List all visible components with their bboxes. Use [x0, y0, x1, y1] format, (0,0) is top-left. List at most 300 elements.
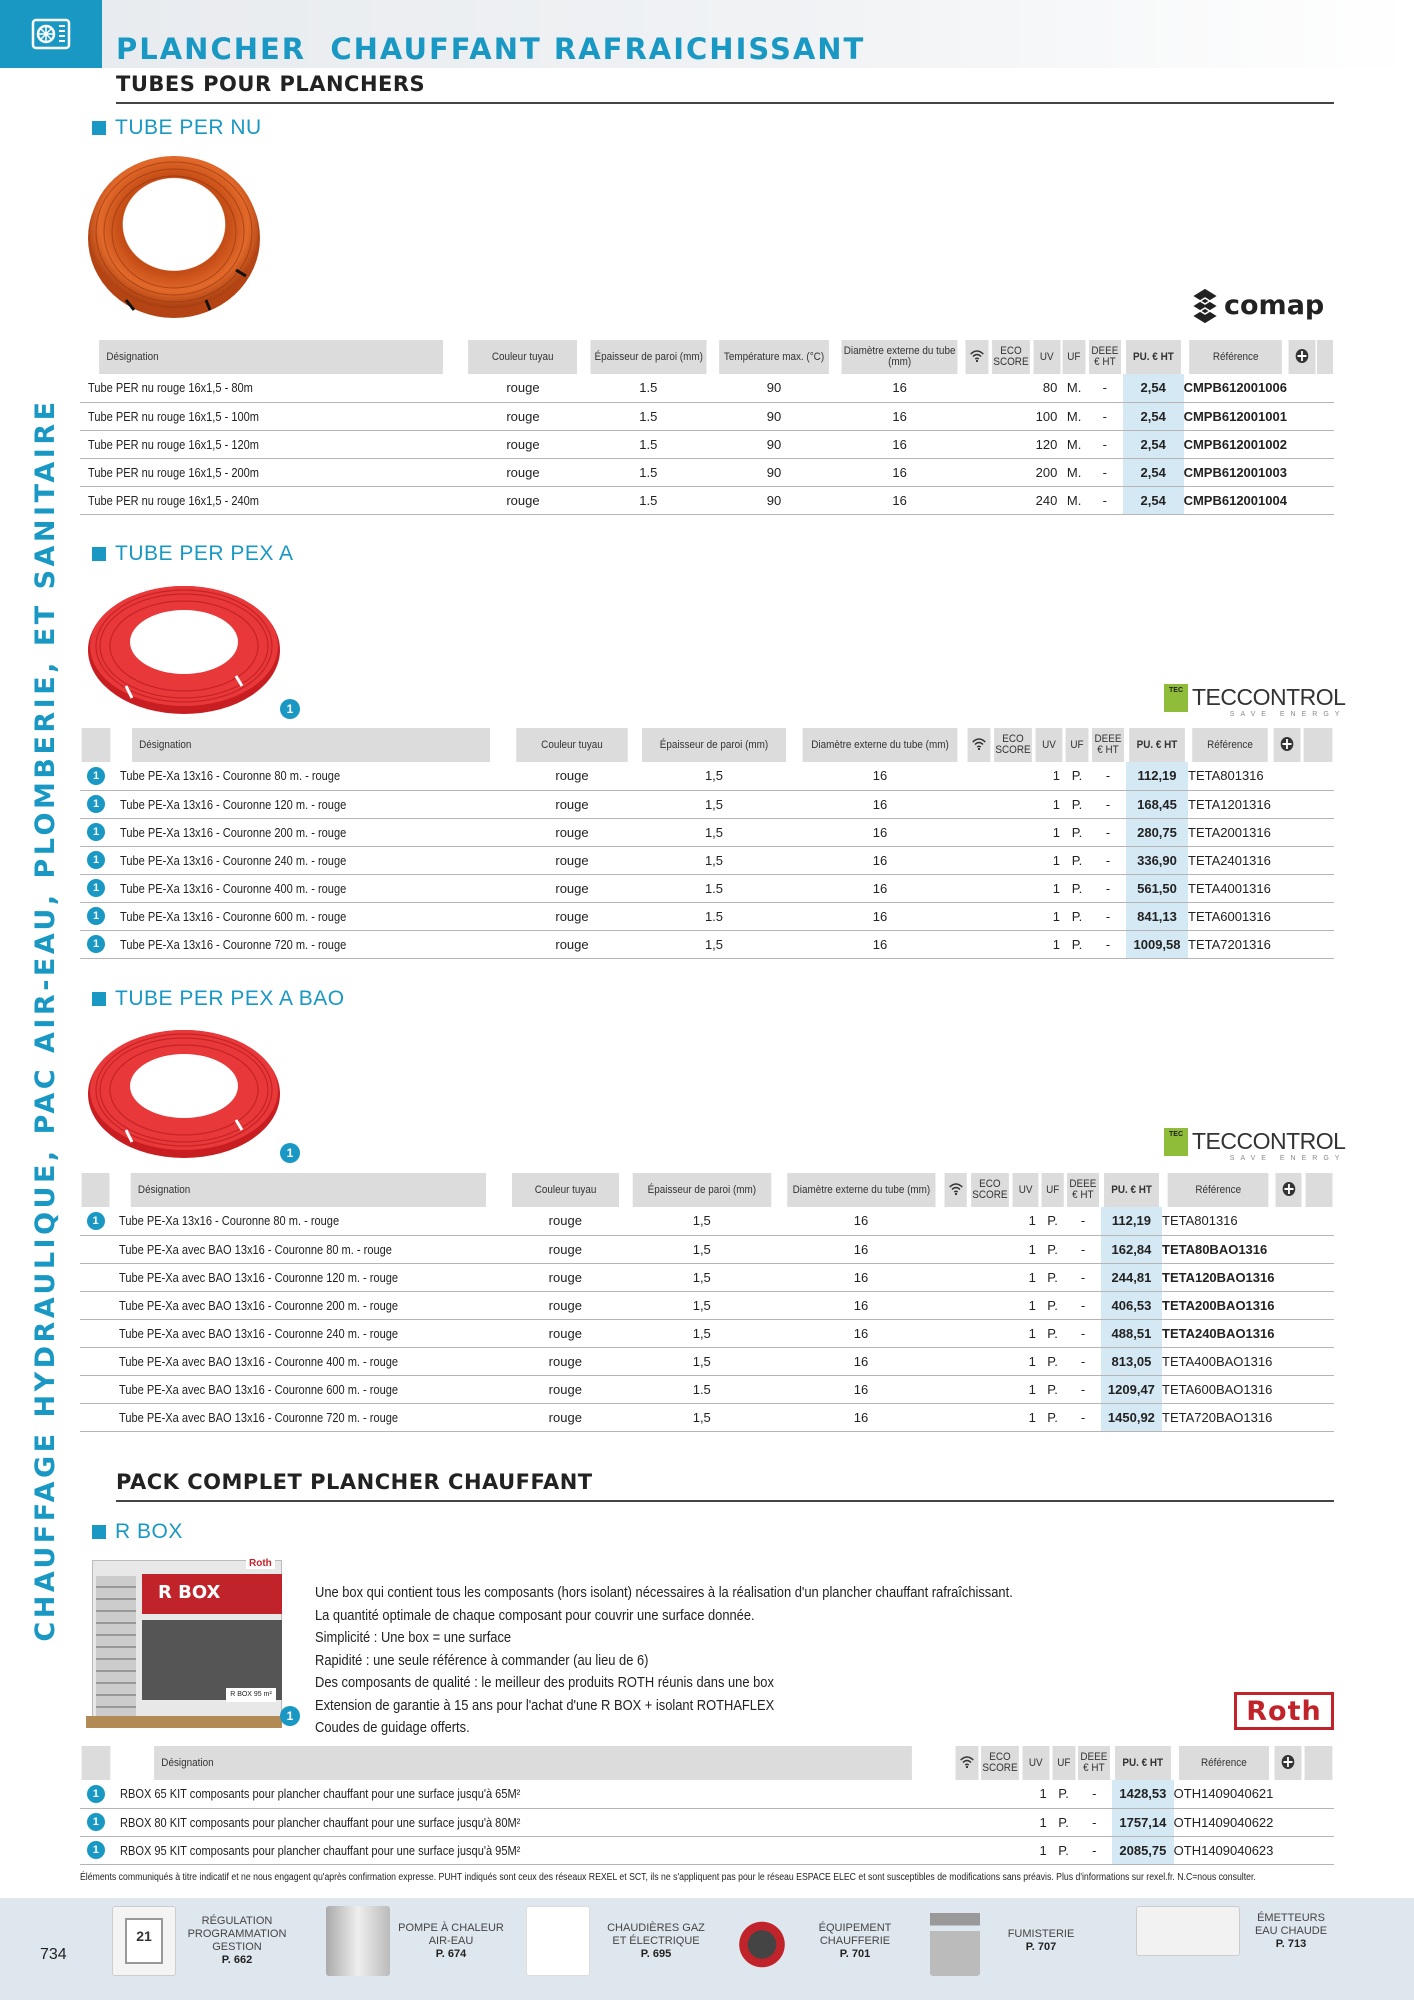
- table-row[interactable]: [80, 1403, 1334, 1431]
- rbox-product-image: [86, 1556, 282, 1728]
- table-row[interactable]: [80, 902, 1334, 930]
- description-line: Extension de garantie à 15 ans pour l'achat d'une R BOX + isolant ROTHAFLEX: [315, 1696, 775, 1714]
- row-price: 168,45: [1126, 790, 1188, 818]
- info-badge-icon[interactable]: 1: [87, 823, 105, 841]
- row-deee: -: [1087, 486, 1123, 514]
- row-designation: Tube PE-Xa avec BAO 13x16 - Couronne 80 m. - rouge: [119, 1241, 393, 1257]
- col-eco-score: ECO SCORE: [981, 1746, 1019, 1780]
- footer-link-chimney[interactable]: [930, 1906, 1096, 1976]
- row-designation: RBOX 80 KIT composants pour plancher chauffant pour une surface jusqu'à 80M²: [119, 1814, 520, 1830]
- row-price: 2085,75: [1112, 1836, 1174, 1864]
- chimney-cap-icon: [930, 1906, 980, 1976]
- row-thickness: 1.5: [584, 486, 713, 514]
- row-color: rouge: [506, 1263, 625, 1291]
- col-reference: Référence: [1179, 1746, 1269, 1780]
- col-uv: UV: [1033, 340, 1060, 374]
- product-table: [80, 1173, 1334, 1432]
- row-diameter: 16: [779, 1207, 944, 1235]
- row-uv: 100: [990, 402, 1061, 430]
- row-price: 1428,53: [1112, 1780, 1174, 1808]
- heat-pump-icon: [31, 17, 71, 51]
- col-reference: Référence: [1192, 728, 1268, 762]
- col-deee: DEEE € HT: [1092, 728, 1124, 762]
- col-eco-score: ECO SCORE: [992, 340, 1030, 374]
- side-category-title: CHAUFFAGE HYDRAULIQUE, PAC AIR-EAU, PLOMBERIE, ET SANITAIRE: [29, 398, 61, 1642]
- info-badge-icon[interactable]: 1: [87, 935, 105, 953]
- row-diameter: 16: [779, 1319, 944, 1347]
- info-badge-icon[interactable]: 1: [87, 1212, 105, 1230]
- row-deee: -: [1090, 930, 1126, 958]
- col-uf: UF: [1052, 1746, 1075, 1780]
- row-reference[interactable]: OTH1409040623: [1174, 1836, 1274, 1864]
- description-line: Coudes de guidage offerts.: [315, 1719, 470, 1736]
- row-thickness: 1,5: [625, 1347, 779, 1375]
- wifi-icon: [955, 1746, 978, 1780]
- row-reference[interactable]: TETA600BAO1316: [1162, 1375, 1274, 1403]
- row-diameter: 16: [779, 1347, 944, 1375]
- col-designation: Désignation: [132, 728, 490, 762]
- description-line: Une box qui contient tous les composants (hors isolant) nécessaires à la réalisation d'un plancher chauffant rafraîchissant.: [315, 1584, 1013, 1601]
- row-diameter: 16: [794, 874, 966, 902]
- row-price: 280,75: [1126, 818, 1188, 846]
- subsection-title: [92, 1520, 183, 1544]
- thermostat-display: 21: [125, 1918, 163, 1964]
- row-designation: Tube PE-Xa 13x16 - Couronne 720 m. - rouge: [120, 936, 347, 952]
- row-uf: P.: [1040, 1347, 1065, 1375]
- row-price: 2,54: [1123, 374, 1184, 402]
- row-price: 1009,58: [1126, 930, 1188, 958]
- teccontrol-badge: TEC: [1164, 1128, 1188, 1156]
- table-row[interactable]: [80, 374, 1334, 402]
- table-row[interactable]: [80, 818, 1334, 846]
- row-price: 841,13: [1126, 902, 1188, 930]
- section-title: PACK COMPLET PLANCHER CHAUFFANT: [116, 1470, 1334, 1502]
- row-reference[interactable]: TETA801316: [1188, 762, 1272, 790]
- row-deee: -: [1087, 430, 1123, 458]
- row-thickness: 1,5: [625, 1291, 779, 1319]
- comap-logo-icon: [1190, 286, 1220, 324]
- row-diameter: 16: [794, 762, 966, 790]
- row-reference[interactable]: TETA6001316: [1188, 902, 1272, 930]
- square-bullet-icon: [92, 1525, 106, 1539]
- description-line: Rapidité : une seule référence à commander (au lieu de 6): [315, 1651, 649, 1669]
- row-thickness: 1.5: [634, 902, 794, 930]
- row-uv: 1: [969, 1319, 1040, 1347]
- row-uv: 1: [979, 1780, 1050, 1808]
- row-price: 488,51: [1101, 1319, 1162, 1347]
- radiator-icon: [1136, 1906, 1240, 1956]
- row-designation: Tube PER nu rouge 16x1,5 - 200m: [88, 464, 259, 480]
- footer-link-label: POMPE À CHALEUR AIR-EAU P. 674: [398, 1921, 504, 1960]
- product-table: [80, 728, 1334, 959]
- row-thickness: 1.5: [584, 430, 713, 458]
- row-deee: -: [1065, 1291, 1101, 1319]
- row-deee: -: [1065, 1403, 1101, 1431]
- row-uf: M.: [1061, 374, 1087, 402]
- row-uv: 1: [992, 846, 1064, 874]
- footer-link-heat-pump[interactable]: [326, 1906, 506, 1976]
- comap-logo-text: comap: [1224, 289, 1325, 321]
- row-color: rouge: [462, 430, 583, 458]
- row-reference[interactable]: TETA240BAO1316: [1162, 1319, 1274, 1347]
- row-reference[interactable]: TETA80BAO1316: [1162, 1235, 1274, 1263]
- row-price: 2,54: [1123, 458, 1184, 486]
- teccontrol-logo: [1164, 684, 1345, 718]
- row-designation: RBOX 95 KIT composants pour plancher chauffant pour une surface jusqu'à 95M²: [119, 1842, 520, 1858]
- cart-icon: [1275, 1746, 1302, 1780]
- row-color: rouge: [510, 874, 634, 902]
- row-uv: 200: [990, 458, 1061, 486]
- table-row[interactable]: [80, 486, 1334, 514]
- row-deee: -: [1087, 374, 1123, 402]
- row-uv: 1: [969, 1347, 1040, 1375]
- table-row[interactable]: [80, 762, 1334, 790]
- footer-link-label: ÉQUIPEMENT CHAUFFERIE P. 701: [818, 1921, 892, 1960]
- wifi-icon: [965, 340, 988, 374]
- page-title: PLANCHER CHAUFFANT RAFRAICHISSANT: [116, 32, 866, 66]
- row-diameter: 16: [835, 458, 964, 486]
- row-uv: 1: [992, 762, 1064, 790]
- row-reference[interactable]: TETA4001316: [1188, 874, 1272, 902]
- row-price: 112,19: [1126, 762, 1188, 790]
- footer-link-equipment[interactable]: [730, 1906, 910, 1976]
- col-diameter: Diamètre externe du tube (mm): [841, 340, 957, 374]
- rbox-label: R BOX: [142, 1574, 282, 1614]
- row-deee: -: [1090, 874, 1126, 902]
- row-uf: M.: [1061, 430, 1087, 458]
- table-row[interactable]: [80, 1808, 1334, 1836]
- col-price: PU. € HT: [1115, 1746, 1170, 1780]
- row-diameter: 16: [779, 1291, 944, 1319]
- product-table: [80, 340, 1334, 515]
- table-row[interactable]: [80, 430, 1334, 458]
- info-badge-icon[interactable]: 1: [87, 907, 105, 925]
- col-designation: Désignation: [131, 1173, 486, 1207]
- row-designation: Tube PE-Xa avec BAO 13x16 - Couronne 200 m. - rouge: [119, 1297, 399, 1313]
- row-price: 1757,14: [1112, 1808, 1174, 1836]
- row-deee: -: [1076, 1836, 1112, 1864]
- row-designation: Tube PER nu rouge 16x1,5 - 240m: [88, 492, 259, 508]
- subsection-label: TUBE PER PEX A BAO: [115, 987, 345, 1010]
- row-color: rouge: [510, 902, 634, 930]
- row-price: 561,50: [1126, 874, 1188, 902]
- square-bullet-icon: [92, 547, 106, 561]
- col-reference: Référence: [1189, 340, 1282, 374]
- table-row[interactable]: [80, 1375, 1334, 1403]
- row-diameter: 16: [794, 818, 966, 846]
- row-uf: P.: [1040, 1263, 1065, 1291]
- col-deee: DEEE € HT: [1067, 1173, 1099, 1207]
- row-thickness: 1.5: [625, 1375, 779, 1403]
- info-badge-icon[interactable]: 1: [87, 767, 105, 785]
- row-deee: -: [1090, 902, 1126, 930]
- wifi-icon: [945, 1173, 968, 1207]
- col-thickness: Épaisseur de paroi (mm): [633, 1173, 771, 1207]
- row-color: rouge: [462, 486, 583, 514]
- row-reference[interactable]: CMPB612001001: [1184, 402, 1287, 430]
- row-uf: P.: [1051, 1836, 1077, 1864]
- boiler-icon: [526, 1906, 590, 1976]
- footer-link-label: FUMISTERIE P. 707: [1007, 1928, 1075, 1953]
- description-line: Des composants de qualité : le meilleur des produits ROTH réunis dans une box: [315, 1674, 774, 1691]
- teccontrol-logo-text: TECCONTROL: [1192, 1128, 1346, 1154]
- col-thickness: Épaisseur de paroi (mm): [590, 340, 706, 374]
- row-deee: -: [1090, 818, 1126, 846]
- col-eco-score: ECO SCORE: [971, 1173, 1009, 1207]
- description-line: Simplicité : Une box = une surface: [315, 1629, 512, 1646]
- footer-link-boilers[interactable]: [526, 1906, 716, 1976]
- row-color: rouge: [462, 402, 583, 430]
- row-diameter: 16: [779, 1263, 944, 1291]
- info-badge-icon[interactable]: 1: [87, 1841, 105, 1859]
- row-reference[interactable]: TETA200BAO1316: [1162, 1291, 1274, 1319]
- info-badge-icon[interactable]: 1: [87, 795, 105, 813]
- row-reference[interactable]: TETA2001316: [1188, 818, 1272, 846]
- info-badge-icon[interactable]: 1: [87, 1813, 105, 1831]
- row-reference[interactable]: CMPB612001003: [1184, 458, 1287, 486]
- red-pipe-coil-image: [86, 1020, 282, 1160]
- table-row[interactable]: [80, 790, 1334, 818]
- teccontrol-badge: TEC: [1164, 684, 1188, 712]
- category-badge[interactable]: [0, 0, 102, 68]
- info-badge-icon[interactable]: 1: [280, 699, 300, 719]
- row-uf: P.: [1064, 762, 1090, 790]
- row-designation: Tube PER nu rouge 16x1,5 - 80m: [88, 380, 253, 396]
- row-price: 406,53: [1101, 1291, 1162, 1319]
- row-color: rouge: [510, 762, 634, 790]
- info-badge-icon[interactable]: 1: [87, 1785, 105, 1803]
- col-uf: UF: [1065, 728, 1088, 762]
- row-reference[interactable]: OTH1409040621: [1174, 1780, 1274, 1808]
- row-temp: 90: [713, 402, 835, 430]
- rbox-roth-label: Roth: [246, 1558, 275, 1569]
- row-uv: 1: [979, 1836, 1050, 1864]
- row-reference[interactable]: TETA400BAO1316: [1162, 1347, 1274, 1375]
- cart-icon: [1288, 340, 1315, 374]
- row-color: rouge: [506, 1291, 625, 1319]
- row-reference[interactable]: CMPB612001006: [1184, 374, 1287, 402]
- col-temp: Température max. (°C): [719, 340, 829, 374]
- footer-link-label: CHAUDIÈRES GAZ ET ÉLECTRIQUE P. 695: [607, 1921, 705, 1960]
- col-uf: UF: [1063, 340, 1086, 374]
- table-row[interactable]: [80, 402, 1334, 430]
- col-deee: DEEE € HT: [1078, 1746, 1110, 1780]
- teccontrol-logo-text: TECCONTROL: [1192, 684, 1346, 710]
- row-uv: 1: [992, 874, 1064, 902]
- footer-link-regulation[interactable]: [112, 1906, 292, 1976]
- row-color: rouge: [506, 1375, 625, 1403]
- row-uf: P.: [1040, 1403, 1065, 1431]
- row-reference[interactable]: TETA1201316: [1188, 790, 1272, 818]
- row-diameter: 16: [835, 402, 964, 430]
- row-uf: P.: [1040, 1319, 1065, 1347]
- row-deee: -: [1065, 1319, 1101, 1347]
- row-deee: -: [1065, 1347, 1101, 1375]
- page-number: 734: [40, 1946, 67, 1963]
- col-designation: Désignation: [99, 340, 443, 374]
- row-thickness: 1,5: [625, 1207, 779, 1235]
- row-deee: -: [1065, 1263, 1101, 1291]
- row-uv: 1: [969, 1207, 1040, 1235]
- col-price: PU. € HT: [1104, 1173, 1159, 1207]
- row-deee: -: [1087, 402, 1123, 430]
- row-reference[interactable]: TETA120BAO1316: [1162, 1263, 1274, 1291]
- row-diameter: 16: [779, 1403, 944, 1431]
- table-row[interactable]: [80, 874, 1334, 902]
- table-row[interactable]: [80, 458, 1334, 486]
- table-row[interactable]: [80, 1836, 1334, 1864]
- row-deee: -: [1076, 1808, 1112, 1836]
- table-row[interactable]: [80, 846, 1334, 874]
- row-temp: 90: [713, 374, 835, 402]
- row-reference[interactable]: TETA720BAO1316: [1162, 1403, 1274, 1431]
- row-deee: -: [1087, 458, 1123, 486]
- row-thickness: 1,5: [625, 1403, 779, 1431]
- row-diameter: 16: [835, 374, 964, 402]
- row-uv: 1: [969, 1403, 1040, 1431]
- info-badge-icon[interactable]: 1: [87, 851, 105, 869]
- red-pipe-coil-image: [86, 576, 282, 716]
- row-uf: P.: [1051, 1808, 1077, 1836]
- row-uf: M.: [1061, 402, 1087, 430]
- row-color: rouge: [510, 846, 634, 874]
- row-thickness: 1,5: [634, 818, 794, 846]
- section-title: TUBES POUR PLANCHERS: [116, 72, 1334, 104]
- info-badge-icon[interactable]: 1: [280, 1143, 300, 1163]
- row-price: 1450,92: [1101, 1403, 1162, 1431]
- row-thickness: 1,5: [634, 846, 794, 874]
- row-uf: M.: [1061, 486, 1087, 514]
- row-color: rouge: [506, 1347, 625, 1375]
- row-uf: P.: [1064, 874, 1090, 902]
- info-badge-icon[interactable]: 1: [280, 1706, 300, 1726]
- row-uf: P.: [1040, 1207, 1065, 1235]
- row-designation: Tube PE-Xa 13x16 - Couronne 400 m. - rouge: [120, 880, 347, 896]
- row-uv: 1: [992, 818, 1064, 846]
- col-uv: UV: [1036, 728, 1063, 762]
- rbox-description: [315, 1582, 1126, 1740]
- row-reference[interactable]: TETA7201316: [1188, 930, 1272, 958]
- row-reference[interactable]: CMPB612001004: [1184, 486, 1287, 514]
- table-row[interactable]: [80, 1263, 1334, 1291]
- row-uv: 1: [969, 1263, 1040, 1291]
- col-thickness: Épaisseur de paroi (mm): [642, 728, 786, 762]
- col-deee: DEEE € HT: [1089, 340, 1121, 374]
- row-reference[interactable]: TETA2401316: [1188, 846, 1272, 874]
- row-uf: P.: [1040, 1291, 1065, 1319]
- row-uf: P.: [1040, 1375, 1065, 1403]
- row-uf: P.: [1040, 1235, 1065, 1263]
- row-uv: 1: [992, 930, 1064, 958]
- row-color: rouge: [510, 818, 634, 846]
- row-designation: Tube PE-Xa avec BAO 13x16 - Couronne 400 m. - rouge: [119, 1353, 399, 1369]
- row-reference[interactable]: CMPB612001002: [1184, 430, 1287, 458]
- row-designation: Tube PE-Xa 13x16 - Couronne 120 m. - rouge: [120, 796, 347, 812]
- col-diameter: Diamètre externe du tube (mm): [787, 1173, 935, 1207]
- thermostat-icon: [112, 1906, 176, 1976]
- row-color: rouge: [506, 1319, 625, 1347]
- row-deee: -: [1090, 846, 1126, 874]
- row-diameter: 16: [779, 1235, 944, 1263]
- row-reference[interactable]: OTH1409040622: [1174, 1808, 1274, 1836]
- row-temp: 90: [713, 430, 835, 458]
- row-designation: Tube PE-Xa avec BAO 13x16 - Couronne 600 m. - rouge: [119, 1381, 399, 1397]
- col-uv: UV: [1023, 1746, 1050, 1780]
- row-uf: P.: [1051, 1780, 1077, 1808]
- row-uf: M.: [1061, 458, 1087, 486]
- info-badge-icon[interactable]: 1: [87, 879, 105, 897]
- row-deee: -: [1065, 1235, 1101, 1263]
- row-designation: Tube PE-Xa avec BAO 13x16 - Couronne 720 m. - rouge: [119, 1409, 399, 1425]
- subsection-title: [92, 987, 345, 1011]
- row-price: 112,19: [1101, 1207, 1162, 1235]
- table-row[interactable]: [80, 1291, 1334, 1319]
- roth-logo: Roth: [1234, 1692, 1334, 1730]
- col-designation: Désignation: [154, 1746, 912, 1780]
- teccontrol-tagline: SAVE ENERGY: [1229, 711, 1346, 718]
- row-uv: 1: [992, 790, 1064, 818]
- row-color: rouge: [506, 1207, 625, 1235]
- table-row[interactable]: [80, 1780, 1334, 1808]
- description-line: La quantité optimale de chaque composant pour couvrir une surface donnée.: [315, 1606, 755, 1624]
- teccontrol-tagline: SAVE ENERGY: [1229, 1155, 1346, 1162]
- row-diameter: 16: [835, 486, 964, 514]
- row-color: rouge: [462, 374, 583, 402]
- row-designation: Tube PE-Xa 13x16 - Couronne 240 m. - rouge: [120, 852, 347, 868]
- col-color: Couleur tuyau: [512, 1173, 619, 1207]
- square-bullet-icon: [92, 121, 106, 135]
- row-thickness: 1,5: [625, 1235, 779, 1263]
- row-thickness: 1.5: [584, 458, 713, 486]
- subsection-label: TUBE PER PEX A: [115, 542, 294, 565]
- row-thickness: 1,5: [634, 930, 794, 958]
- row-deee: -: [1090, 762, 1126, 790]
- col-eco-score: ECO SCORE: [994, 728, 1032, 762]
- row-color: rouge: [510, 930, 634, 958]
- row-thickness: 1,5: [625, 1319, 779, 1347]
- row-price: 162,84: [1101, 1235, 1162, 1263]
- subsection-title: [92, 542, 294, 566]
- footer-link-emitters[interactable]: [1136, 1906, 1336, 1956]
- table-row[interactable]: [80, 1235, 1334, 1263]
- row-uf: P.: [1064, 930, 1090, 958]
- row-reference[interactable]: TETA801316: [1162, 1207, 1274, 1235]
- footer-link-label: ÉMETTEURS EAU CHAUDE P. 713: [1254, 1911, 1328, 1950]
- cart-icon: [1276, 1173, 1302, 1207]
- heat-pump-icon: [326, 1906, 390, 1976]
- table-row[interactable]: [80, 930, 1334, 958]
- row-uv: 240: [990, 486, 1061, 514]
- row-uf: P.: [1064, 790, 1090, 818]
- row-designation: Tube PE-Xa avec BAO 13x16 - Couronne 240 m. - rouge: [119, 1325, 399, 1341]
- row-uv: 120: [990, 430, 1061, 458]
- table-row[interactable]: [80, 1347, 1334, 1375]
- orange-pipe-coil-image: [86, 150, 262, 322]
- table-row[interactable]: [80, 1319, 1334, 1347]
- col-uf: UF: [1041, 1173, 1064, 1207]
- row-uv: 1: [969, 1375, 1040, 1403]
- row-designation: RBOX 65 KIT composants pour plancher chauffant pour une surface jusqu'à 65M²: [119, 1786, 520, 1802]
- cart-icon: [1274, 728, 1301, 762]
- row-uv: 1: [969, 1235, 1040, 1263]
- row-price: 336,90: [1126, 846, 1188, 874]
- row-thickness: 1.5: [634, 874, 794, 902]
- disclaimer: [80, 1872, 1334, 1883]
- table-row[interactable]: [80, 1207, 1334, 1235]
- row-designation: Tube PE-Xa 13x16 - Couronne 200 m. - rouge: [120, 824, 347, 840]
- row-color: rouge: [510, 790, 634, 818]
- row-diameter: 16: [794, 790, 966, 818]
